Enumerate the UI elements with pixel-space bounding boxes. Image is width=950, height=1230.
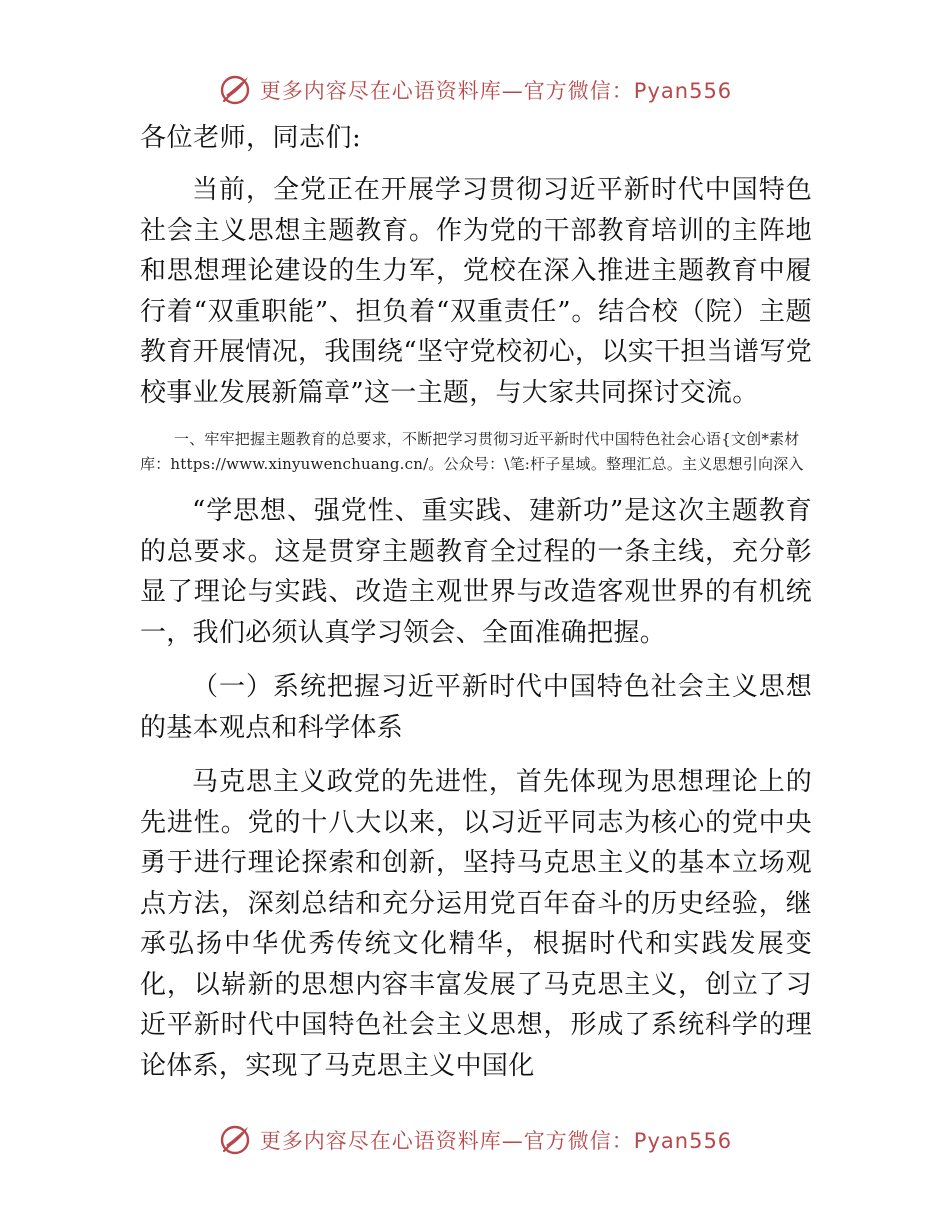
document-body	[140, 118, 812, 1086]
header-watermark	[0, 68, 950, 112]
greeting: 各位老师，同志们:	[140, 123, 362, 153]
footer-watermark	[0, 1118, 950, 1162]
paragraph-theory: 马克思主义政党的先进性，首先体现为思想理论上的先进性。党的十八大以来，以习近平同志为核心的党中央勇于进行理论探索和创新，坚持马克思主义的基本立场观点方法，深刻总结和充分运用党百年奋斗的历史经验，继承弘扬中华优秀传统文化精华，根据时代和实践发展变化，以崭新的思想内容丰富发展了马克思主义，创立了习近平新时代中国特色社会主义思想，形成了系统科学的理论体系，实现了马克思主义中国化	[140, 767, 812, 1081]
quill-logo-icon	[218, 1123, 252, 1157]
paragraph-requirements: “学思想、强党性、重实践、建新功”是这次主题教育的总要求。这是贯穿主题教育全过程的一条主线，充分彰显了理论与实践、改造主观世界与改造客观世界的有机统一，我们必须认真学习领会、全面准确把握。	[140, 496, 812, 648]
quill-logo-icon	[218, 73, 252, 107]
watermark-text: 更多内容尽在心语资料库—官方微信：Pyan556	[259, 79, 733, 103]
paragraph-intro: 当前，全党正在开展学习贯彻习近平新时代中国特色社会主义思想主题教育。作为党的干部教育培训的主阵地和思想理论建设的生力军，党校在深入推进主题教育中履行着“双重职能”、担负着“双重责任”。结合校（院）主题教育开展情况，我围绕“坚守党校初心，以实干担当谱写党校事业发展新篇章”这一主题，与大家共同探讨交流。	[140, 175, 812, 408]
watermark-text: 更多内容尽在心语资料库—官方微信：Pyan556	[259, 1129, 733, 1153]
section-heading: 一、牢牢把握主题教育的总要求，不断把学习贯彻习近平新时代中国特色社会心语{文创*素材库：https://www.xinyuwenchuang.cn/。公众号：\笔:杆子星域。整理汇总。主义思想引向深入	[140, 430, 804, 473]
subheading: （一）系统把握习近平新时代中国特色社会主义思想的基本观点和科学体系	[140, 672, 812, 743]
